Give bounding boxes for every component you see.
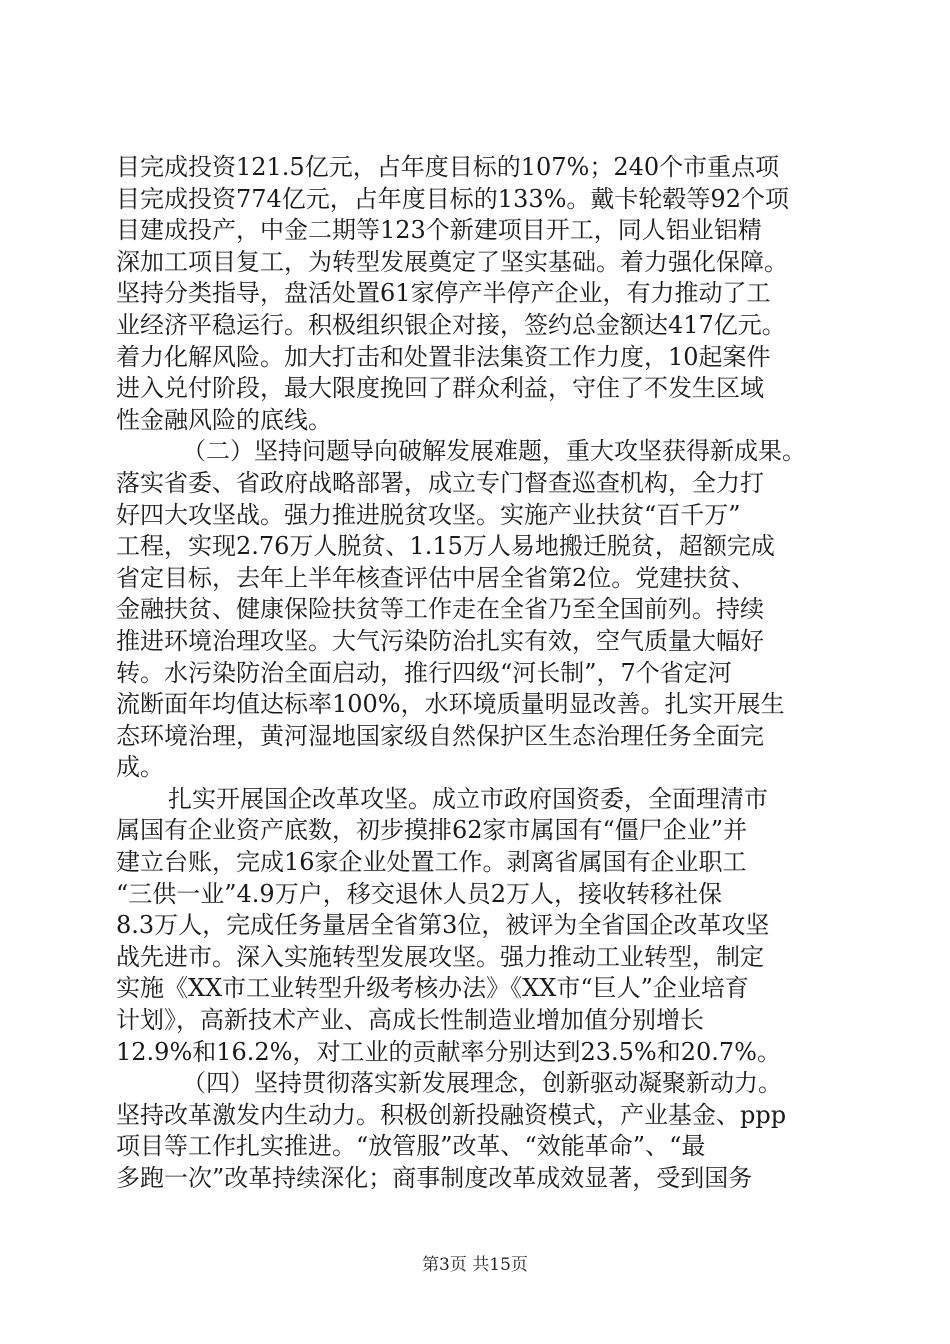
text-line: 推进环境治理攻坚。大气污染防治扎实有效，空气质量大幅好 xyxy=(116,626,764,655)
text-line: 8.3万人，完成任务量居全省第3位，被评为全省国企改革攻坚 xyxy=(116,911,770,940)
text-line: 成。 xyxy=(116,753,164,782)
text-line: 12.9%和16.2%，对工业的贡献率分别达到23.5%和20.7%。 xyxy=(116,1037,781,1066)
text-line: 坚持改革激发内生动力。积极创新投融资模式，产业基金、ppp xyxy=(116,1100,787,1129)
text-line: 性金融风险的底线。 xyxy=(116,405,332,434)
text-line: 着力化解风险。加大打击和处置非法集资工作力度，10起案件 xyxy=(116,342,771,371)
text-line: 属国有企业资产底数，初步摸排62家市属国有“僵尸企业”并 xyxy=(116,816,748,845)
text-line: 进入兑付阶段，最大限度挽回了群众利益，守住了不发生区域 xyxy=(116,374,764,403)
section-heading-line: （二）坚持问题导向破解发展难题，重大攻坚获得新成果。 xyxy=(182,437,806,466)
text-line: 落实省委、省政府战略部署，成立专门督查巡查机构，全力打 xyxy=(116,468,764,497)
text-line: 战先进市。深入实施转型发展攻坚。强力推动工业转型，制定 xyxy=(116,942,764,971)
text-line: “三供一业”4.9万户，移交退休人员2万人，接收转移社保 xyxy=(116,879,722,908)
paragraph-start-line: 扎实开展国企改革攻坚。成立市政府国资委，全面理清市 xyxy=(168,784,768,813)
text-line: 实施《XX市工业转型升级考核办法》《XX市“巨人”企业培育 xyxy=(116,974,749,1003)
text-line: 态环境治理，黄河湿地国家级自然保护区生态治理任务全面完 xyxy=(116,721,764,750)
text-line: 目完成投资121.5亿元，占年度目标的107%；240个市重点项 xyxy=(116,153,780,181)
text-line: 计划》，高新技术产业、高成长性制造业增加值分别增长 xyxy=(116,1006,704,1035)
text-line: 业经济平稳运行。积极组织银企对接，签约总金额达417亿元。 xyxy=(116,310,786,339)
section-heading-line: （四）坚持贯彻落实新发展理念，创新驱动凝聚新动力。 xyxy=(182,1069,782,1098)
page-number-footer: 第3页 共15页 xyxy=(422,1255,528,1275)
text-line: 多跑一次”改革持续深化；商事制度改革成效显著，受到国务 xyxy=(116,1164,753,1192)
text-line: 建立台账，完成16家企业处置工作。剥离省属国有企业职工 xyxy=(116,848,747,877)
document-body xyxy=(116,152,836,1195)
text-line: 坚持分类指导，盘活处置61家停产半停产企业，有力推动了工 xyxy=(116,279,771,308)
text-line: 金融扶贫、健康保险扶贫等工作走在全省乃至全国前列。持续 xyxy=(116,595,764,624)
text-line: 项目等工作扎实推进。“放管服”改革、“效能革命”、“最 xyxy=(116,1132,706,1161)
text-line: 目完成投资774亿元，占年度目标的133%。戴卡轮毂等92个项 xyxy=(116,184,789,213)
text-line: 转。水污染防治全面启动，推行四级“河长制”，7个省定河 xyxy=(116,658,732,687)
text-line: 目建成投产，中金二期等123个新建项目开工，同人铝业铝精 xyxy=(116,216,762,245)
text-line: 省定目标，去年上半年核查评估中居全省第2位。党建扶贫、 xyxy=(116,563,756,592)
text-line: 工程，实现2.76万人脱贫、1.15万人易地搬迁脱贫，超额完成 xyxy=(116,532,775,561)
text-line: 好四大攻坚战。强力推进脱贫攻坚。实施产业扶贫“百千万” xyxy=(116,500,741,529)
text-line: 流断面年均值达标率100%，水环境质量明显改善。扎实开展生 xyxy=(116,690,785,719)
text-line: 深加工项目复工，为转型发展奠定了坚实基础。着力强化保障。 xyxy=(116,247,788,276)
